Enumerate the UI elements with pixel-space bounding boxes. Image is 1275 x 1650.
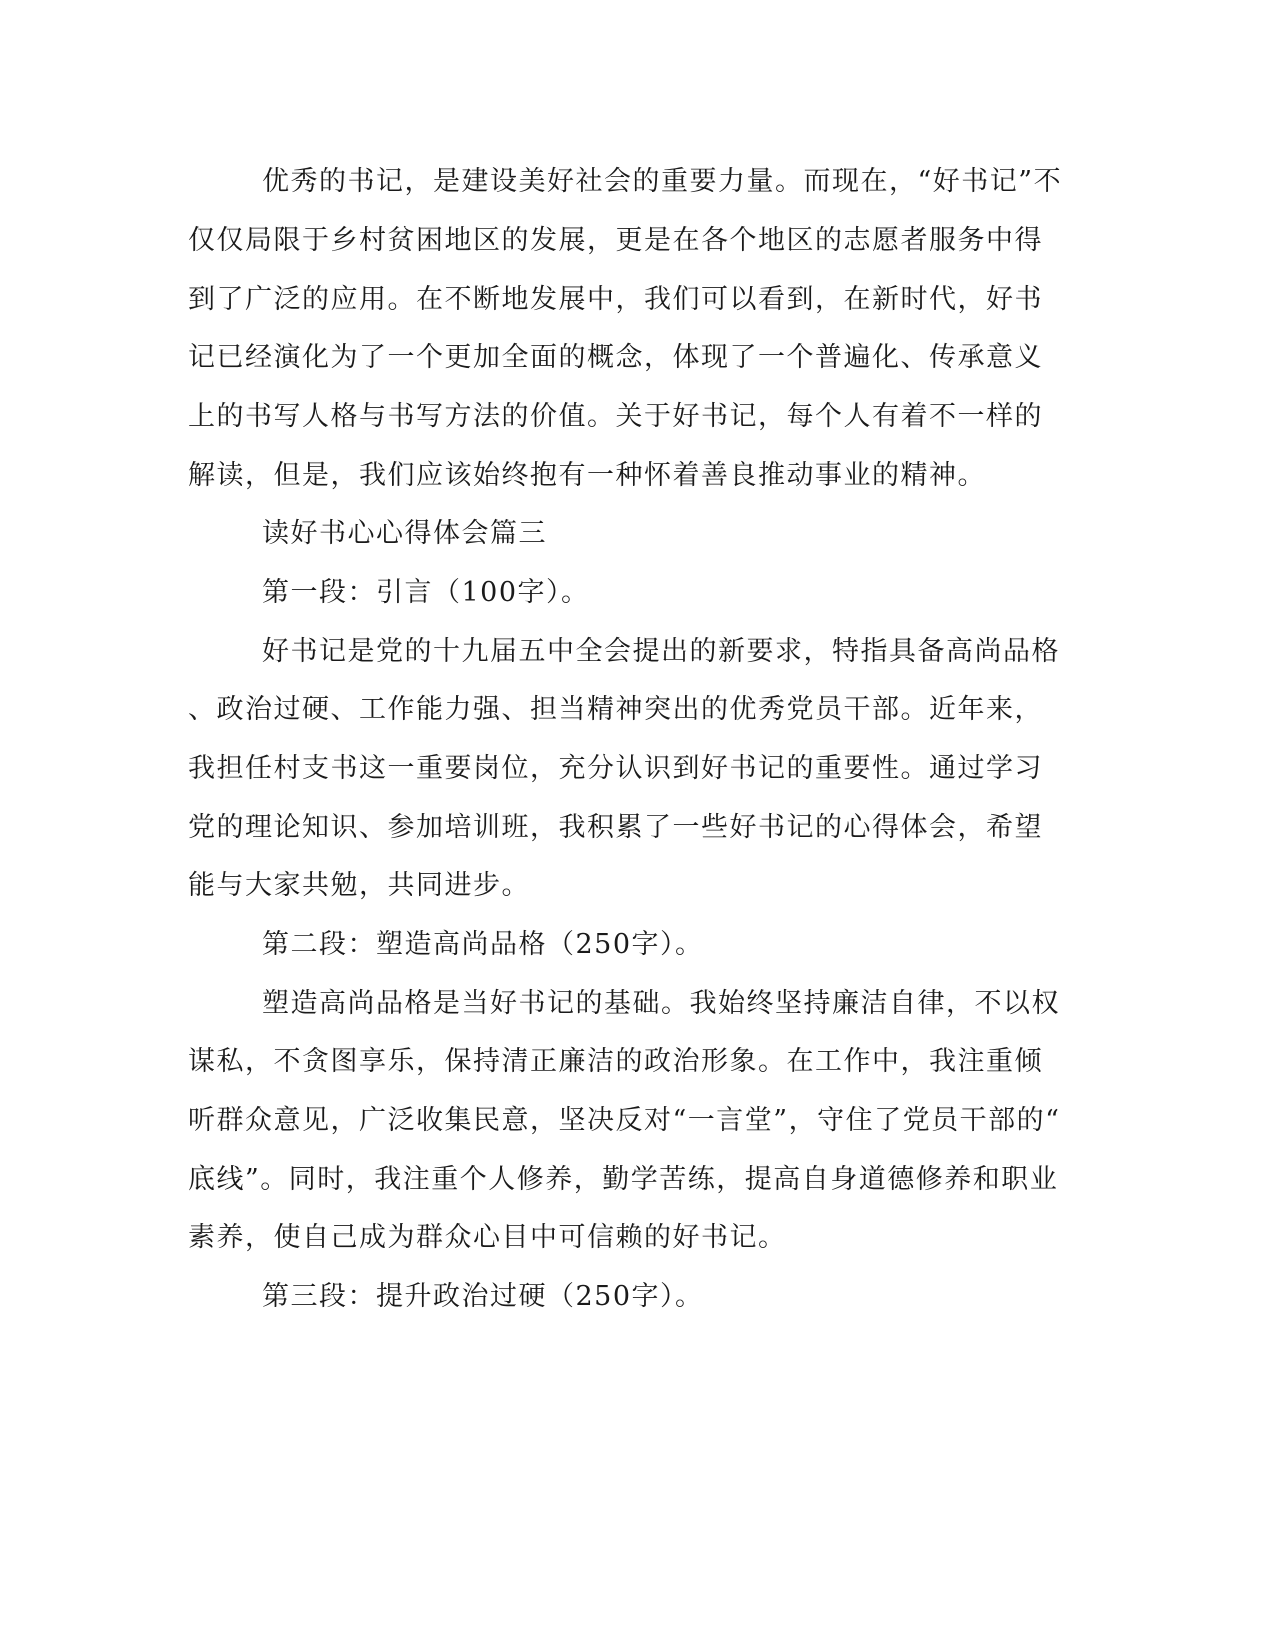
paragraph-3-line-5: 素养，使自己成为群众心目中可信赖的好书记。 — [188, 1222, 787, 1253]
paragraph-3-line-2: 谋私，不贪图享乐，保持清正廉洁的政治形象。在工作中，我注重倾 — [188, 1046, 1043, 1077]
paragraph-2-line-1: 好书记是党的十九届五中全会提出的新要求，特指具备高尚品格 — [262, 636, 1060, 667]
paragraph-2-line-3: 我担任村支书这一重要岗位，充分认识到好书记的重要性。通过学习 — [188, 753, 1043, 784]
paragraph-2-line-4: 党的理论知识、参加培训班，我积累了一些好书记的心得体会，希望 — [188, 812, 1043, 843]
paragraph-3-line-4: 底线”。同时，我注重个人修养，勤学苦练，提高自身道德修养和职业 — [188, 1164, 1059, 1195]
paragraph-1-line-5: 上的书写人格与书写方法的价值。关于好书记，每个人有着不一样的 — [188, 401, 1043, 432]
paragraph-1-line-6: 解读，但是，我们应该始终抱有一种怀着善良推动事业的精神。 — [188, 460, 986, 491]
paragraph-2-line-5: 能与大家共勉，共同进步。 — [188, 870, 530, 901]
paragraph-1-line-4: 记已经演化为了一个更加全面的概念，体现了一个普遍化、传承意义 — [188, 342, 1043, 373]
heading-section-3: 第三段：提升政治过硬（250字）。 — [262, 1281, 704, 1312]
paragraph-1-line-3: 到了广泛的应用。在不断地发展中，我们可以看到，在新时代，好书 — [188, 284, 1043, 315]
heading-section-1: 第一段：引言（100字）。 — [262, 577, 590, 608]
paragraph-3-line-3: 听群众意见，广泛收集民意，坚决反对“一言堂”，守住了党员干部的“ — [188, 1105, 1061, 1136]
section-title: 读好书心心得体会篇三 — [262, 518, 547, 549]
paragraph-1-line-1: 优秀的书记，是建设美好社会的重要力量。而现在，“好书记”不 — [262, 166, 1063, 197]
paragraph-2-line-2: 、政治过硬、工作能力强、担当精神突出的优秀党员干部。近年来， — [188, 694, 1043, 725]
paragraph-1-line-2: 仅仅局限于乡村贫困地区的发展，更是在各个地区的志愿者服务中得 — [188, 225, 1043, 256]
heading-section-2: 第二段：塑造高尚品格（250字）。 — [262, 929, 704, 960]
paragraph-3-line-1: 塑造高尚品格是当好书记的基础。我始终坚持廉洁自律，不以权 — [262, 988, 1060, 1019]
